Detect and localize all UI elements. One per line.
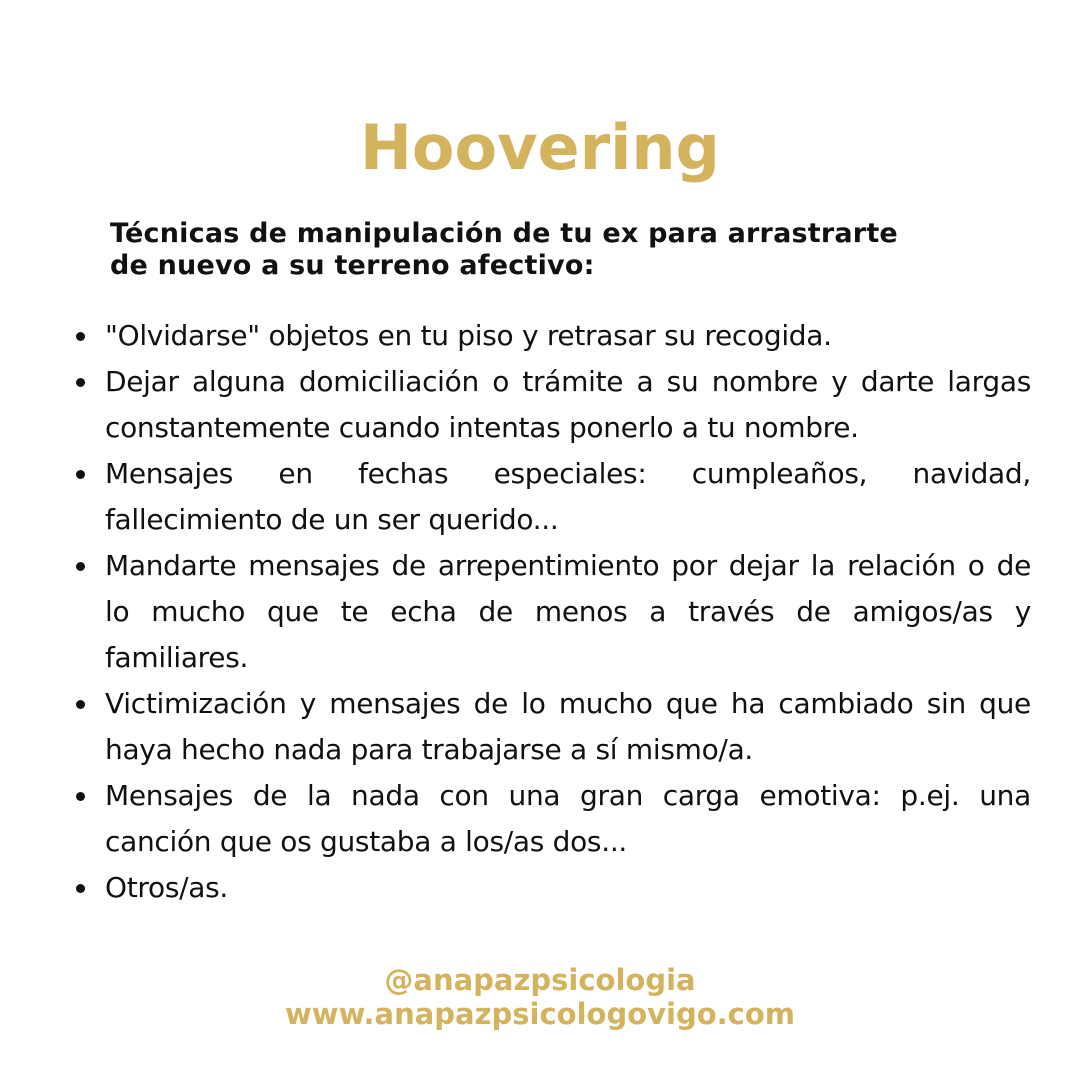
list-item-text: Otros/as.: [105, 871, 229, 904]
list-item: [68, 313, 1031, 359]
list-item-text: Mandarte mensajes de arrepentimiento por dejar la relación o de lo mucho que te echa de menos a través de amigos/as y familiares.: [105, 549, 1031, 674]
bullet-icon: [76, 332, 85, 341]
bullet-icon: [76, 884, 85, 893]
list-item-text: Mensajes en fechas especiales: cumpleaños, navidad, fallecimiento de un ser querido...: [105, 457, 1031, 536]
technique-list: [68, 313, 1031, 911]
list-item: [68, 865, 1031, 911]
subtitle-line: Técnicas de manipulación de tu ex para arrastrarte: [110, 218, 898, 249]
list-item: [68, 773, 1031, 865]
bullet-icon: [76, 792, 85, 801]
list-item-text: "Olvidarse" objetos en tu piso y retrasar su recogida.: [105, 319, 832, 352]
page-title: Hoovering: [360, 111, 720, 184]
list-item: [68, 681, 1031, 773]
website-url: www.anapazpsicologovigo.com: [284, 997, 796, 1031]
list-item: [68, 451, 1031, 543]
subtitle-line: de nuevo a su terreno afectivo:: [110, 250, 595, 281]
bullet-icon: [76, 470, 85, 479]
list-item: [68, 543, 1031, 681]
subtitle: [110, 218, 990, 282]
list-item-text: Mensajes de la nada con una gran carga emotiva: p.ej. una canción que os gustaba a los/as dos...: [105, 779, 1031, 858]
list-item-text: Dejar alguna domiciliación o trámite a su nombre y darte largas constantemente cuando intentas ponerlo a tu nombre.: [105, 365, 1031, 444]
list-item-text: Victimización y mensajes de lo mucho que ha cambiado sin que haya hecho nada para trabajarse a sí mismo/a.: [105, 687, 1031, 766]
bullet-icon: [76, 378, 85, 387]
list-item: [68, 359, 1031, 451]
bullet-icon: [76, 562, 85, 571]
bullet-icon: [76, 700, 85, 709]
social-handle: @anapazpsicologia: [384, 963, 696, 997]
